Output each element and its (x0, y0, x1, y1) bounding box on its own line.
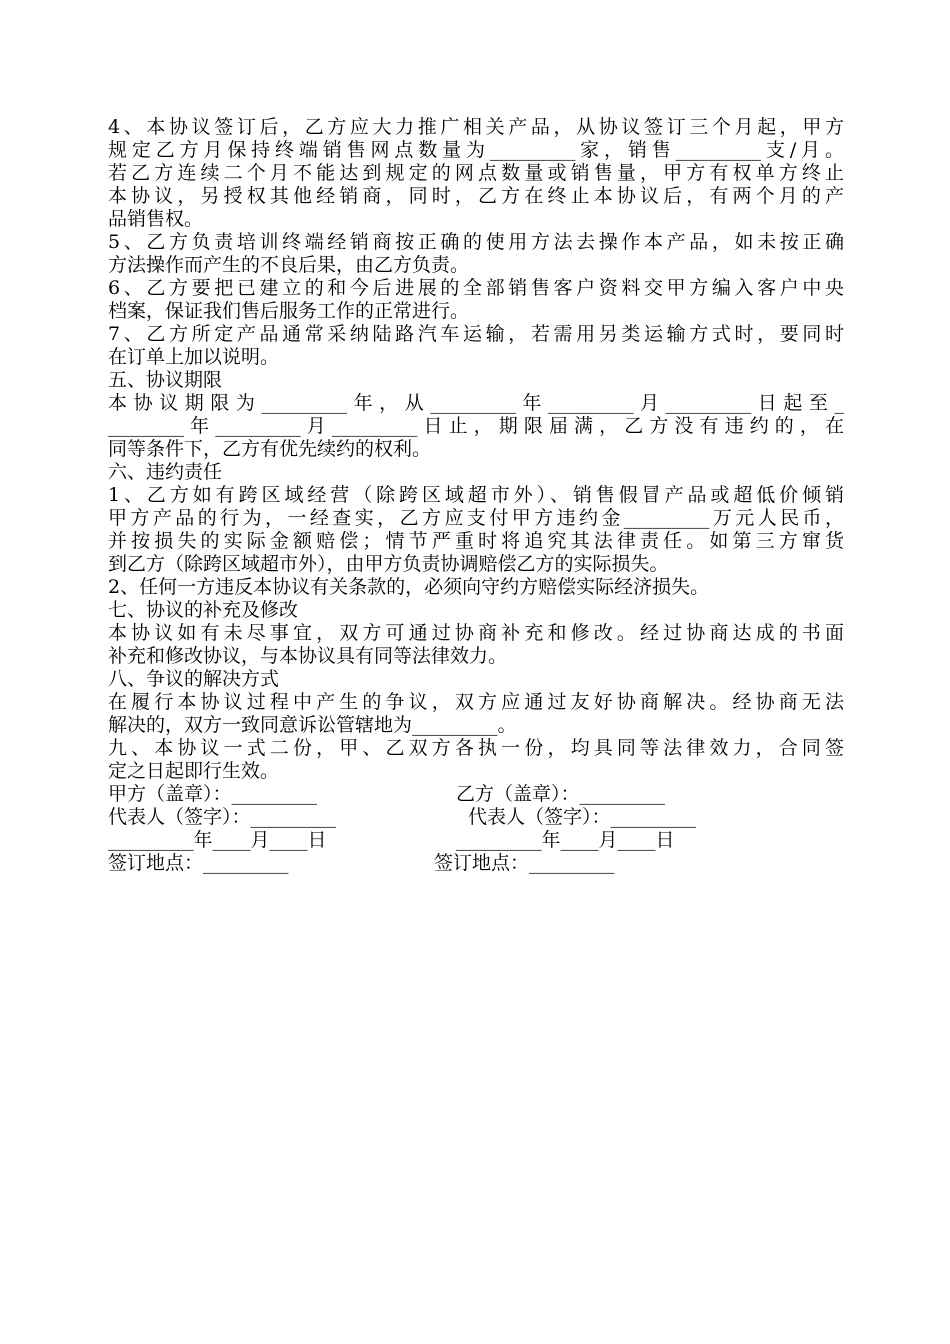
body-line: 六、违约责任 (108, 461, 223, 483)
party-a-representative: 代表人（签字）：_________ (108, 806, 337, 828)
body-line: 定之日起即行生效。 (108, 760, 280, 782)
signature-block (108, 783, 844, 875)
representative-row (108, 806, 844, 829)
body-line: 七、协议的补充及修改 (108, 599, 299, 621)
body-line: ________年_________月_________日止，期限届满，乙方没有违约的，在 (108, 415, 844, 437)
document-page (108, 116, 844, 875)
body-line: 八、争议的解决方式 (108, 668, 280, 690)
date-row (108, 829, 844, 852)
place-row (108, 852, 844, 875)
body-line: 甲方产品的行为，一经查实，乙方应支付甲方违约金_________万元人民币， (108, 507, 844, 529)
body-line: 若乙方连续二个月不能达到规定的网点数量或销售量，甲方有权单方终止 (108, 162, 844, 184)
party-a-place: 签订地点：_________ (108, 852, 289, 874)
body-line: 方法操作而产生的不良后果，由乙方负责。 (108, 254, 470, 276)
party-b-place: 签订地点：_________ (434, 852, 615, 874)
seal-row (108, 783, 844, 806)
party-a-date: _________年____月____日 (108, 829, 327, 851)
body-line: 补充和修改协议，与本协议具有同等法律效力。 (108, 645, 508, 667)
body-line: 本协议期限为_________年，从_________年_________月_________日起至_ (108, 392, 844, 414)
body-line: 7、乙方所定产品通常采纳陆路汽车运输，若需用另类运输方式时，要同时 (108, 323, 844, 345)
body-line: 五、协议期限 (108, 369, 223, 391)
party-b-representative: 代表人（签字）：_________ (468, 806, 697, 828)
party-a-seal: 甲方（盖章）：_________ (108, 783, 318, 805)
body-line: 6、乙方要把已建立的和今后进展的全部销售客户资料交甲方编入客户中央 (108, 277, 844, 299)
body-line: 在订单上加以说明。 (108, 346, 280, 368)
body-line: 品销售权。 (108, 208, 204, 230)
body-line: 4、本协议签订后，乙方应大力推广相关产品，从协议签订三个月起，甲方 (108, 116, 844, 138)
body-line: 九、本协议一式二份，甲、乙双方各执一份，均具同等法律效力，合同签 (108, 737, 844, 759)
body-line: 在履行本协议过程中产生的争议，双方应通过友好协商解决。经协商无法 (108, 691, 844, 713)
body-line: 1、乙方如有跨区域经营（除跨区域超市外）、销售假冒产品或超低价倾销 (108, 484, 844, 506)
body-line: 解决的，双方一致同意诉讼管辖地为_________。 (108, 714, 517, 736)
body-line: 本协议如有未尽事宜，双方可通过协商补充和修改。经过协商达成的书面 (108, 622, 844, 644)
party-b-date: _________年____月____日 (456, 829, 675, 851)
body-line: 到乙方（除跨区域超市外），由甲方负责协调赔偿乙方的实际损失。 (108, 553, 669, 575)
body-line: 并按损失的实际金额赔偿；情节严重时将追究其法律责任。如第三方窜货 (108, 530, 844, 552)
party-b-seal: 乙方（盖章）：_________ (456, 783, 666, 805)
agreement-body (108, 116, 844, 783)
body-line: 规定乙方月保持终端销售网点数量为_________家，销售_________支/月。 (108, 139, 844, 161)
body-line: 2、任何一方违反本协议有关条款的，必须向守约方赔偿实际经济损失。 (108, 576, 710, 598)
body-line: 本协议，另授权其他经销商，同时，乙方在终止本协议后，有两个月的产 (108, 185, 844, 207)
body-line: 5、乙方负责培训终端经销商按正确的使用方法去操作本产品，如未按正确 (108, 231, 844, 253)
body-line: 档案，保证我们售后服务工作的正常进行。 (108, 300, 470, 322)
body-line: 同等条件下，乙方有优先续约的权利。 (108, 438, 432, 460)
